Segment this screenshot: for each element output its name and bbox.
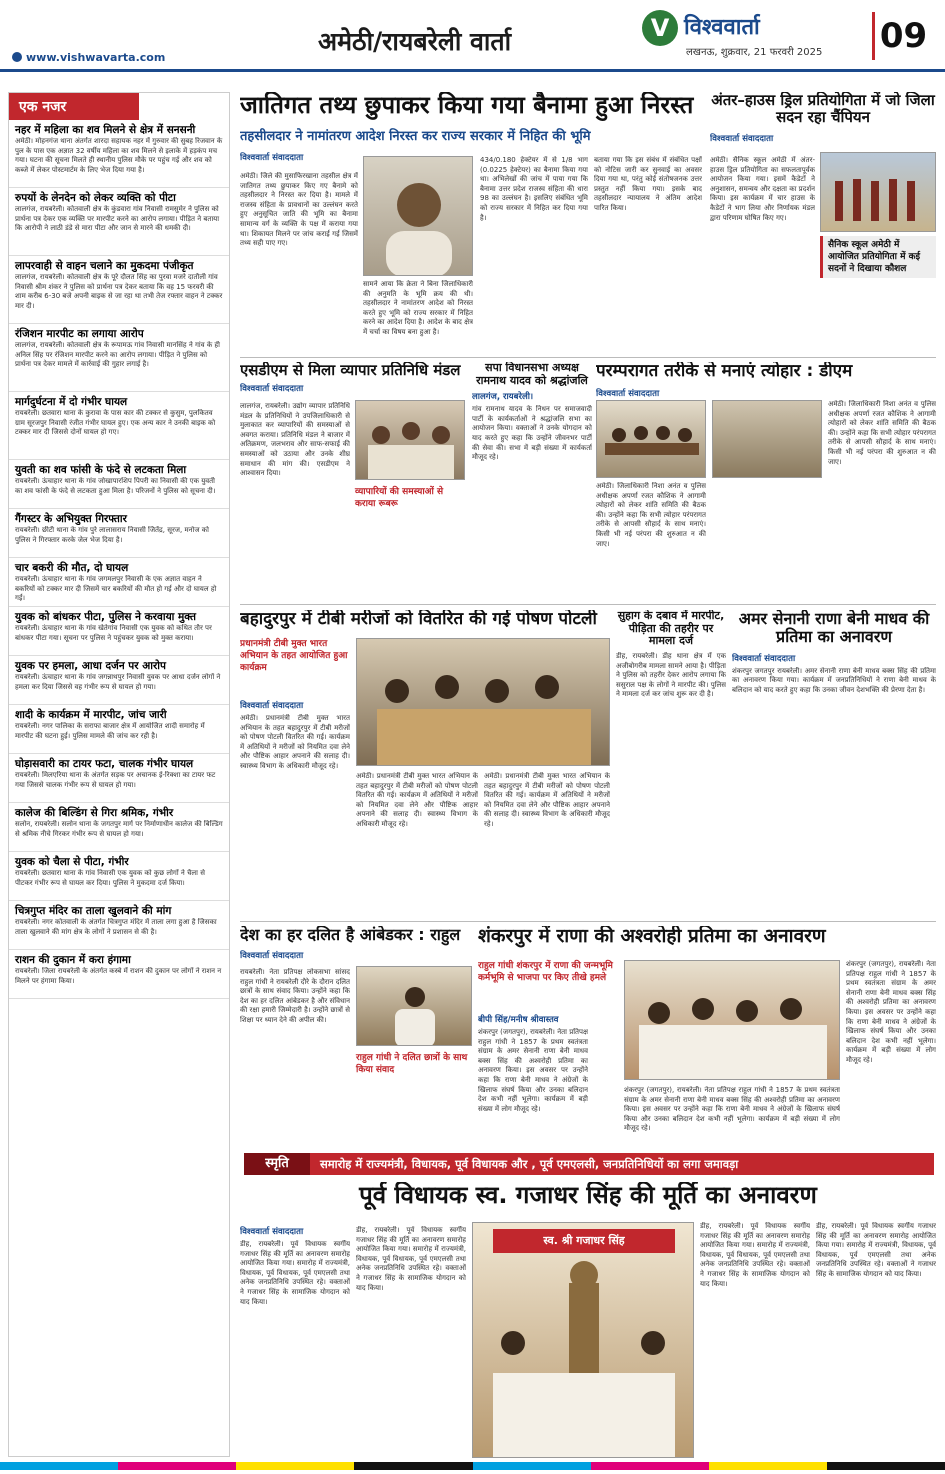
lead-headline: जातिगत तथ्य छुपाकर किया गया बैनामा हुआ निरस्त	[240, 92, 694, 119]
statue-body-col1: डीह, रायबरेली। पूर्व विधायक स्वर्गीय गजाधर सिंह की मूर्ति का अनावरण समारोह आयोजित किया गया। समारोह में राज्यमंत्री, विधायक, पूर्व विधायक, पूर्व एमएलसी तथा अनेक जनप्रतिनिधि उपस्थित रहे। वक्ताओं ने गजाधर सिंह के सामाजिक योगदान को याद किया।	[240, 1240, 350, 1306]
color-swatch	[118, 1462, 236, 1470]
brand-logo-icon: V	[642, 10, 678, 46]
cadets-parade-icon	[821, 153, 936, 232]
news-brief	[9, 607, 229, 656]
statue-body-col2: डीह, रायबरेली। पूर्व विधायक स्वर्गीय गजाधर सिंह की मूर्ति का अनावरण समारोह आयोजित किया गया। समारोह में राज्यमंत्री, विधायक, पूर्व विधायक, पूर्व एमएलसी तथा अनेक जनप्रतिनिधि उपस्थित रहे। वक्ताओं ने गजाधर सिंह के सामाजिक योगदान को याद किया।	[356, 1226, 466, 1292]
color-swatch	[354, 1462, 472, 1470]
rana-story	[732, 610, 936, 917]
color-swatch	[0, 1462, 118, 1470]
tb-quote: प्रधानमंत्री टीबी मुक्त भारत अभियान के तहत आयोजित हुआ कार्यक्रम	[240, 639, 348, 673]
statue-story	[240, 1182, 936, 1458]
smriti-band	[244, 1153, 934, 1175]
divider	[240, 921, 936, 922]
lead-body-col2: सामने आया कि क्रेता ने बिना जिलाधिकारी की अनुमति के भूमि क्रय की थी। तहसीलदार ने नामांतरण आदेश को निरस्त करते हुए भूमि को राज्य सरकार में निहित करने का आदेश दिया है। आदेश के बाद क्षेत्र में चर्चा का विषय बना हुआ है।	[363, 280, 473, 336]
color-swatch	[827, 1462, 945, 1470]
brief-title: रुपयों के लेनदेन को लेकर व्यक्ति को पीटा	[15, 192, 176, 204]
brief-text: रायबरेली। छीटी थाना के गांव पुरे लालासराय निवासी जितेंद्र, सूरज, मनोज को पुलिस ने गिरफ्तार करके जेल भेज दिया है।	[15, 526, 209, 544]
tb-body-col3: अमेठी। प्रधानमंत्री टीबी मुक्त भारत अभियान के तहत बहादुरपुर में टीबी मरीजों को पोषण पोटली वितरित की गई। कार्यक्रम में अतिथियों ने मरीजों को नियमित दवा लेने और पौष्टिक आहार अपनाने की सलाह दी। स्वास्थ्य विभाग के अधिकारी मौजूद रहे।	[484, 772, 610, 828]
brief-text: रायबरेली। नगर कोतवाली के अंतर्गत चित्रगुप्त मंदिर में ताला लगा हुआ है जिसका ताला खुलवाने की मांग क्षेत्र के लोगों ने प्रशासन से की है।	[15, 918, 217, 936]
smriti-text: समारोह में राज्यमंत्री, विधायक, पूर्व विधायक और , पूर्व एमएलसी, जनप्रतिनिधियों का लगा जमावड़ा	[320, 1157, 739, 1171]
lead-body-col3: 434/0.180 हेक्टेयर में से 1/8 भाग (0.0225 हेक्टेयर) का बैनामा किया गया था। अभिलेखों की जांच में पाया गया कि बैनामा उत्तर प्रदेश राजस्व संहिता की धारा 98 का उल्लंघन है। इसलिए संबंधित भूमि को राज्य सरकार में निहित कर दिया गया है।	[480, 156, 588, 222]
lead-story	[240, 92, 703, 354]
traders-story	[240, 362, 465, 600]
tb-photo	[356, 638, 610, 766]
shankarpur-byline: बीपी सिंह/मनीष श्रीवास्तव	[478, 1015, 559, 1025]
festival-headline: परम्परागत तरीके से मनाएं त्योहार : डीएम	[596, 362, 853, 381]
website-text: www.vishwavarta.com	[26, 51, 166, 64]
peace-committee-meeting-icon	[597, 401, 706, 478]
dowry-headline: सुहाग के दबाव में मारपीट, पीड़िता की तहरीर पर मामला दर्ज	[617, 610, 725, 648]
crowd-ceremony-icon	[625, 961, 840, 1080]
divider	[240, 357, 936, 358]
traders-body: लालगंज, रायबरेली। उद्योग व्यापार प्रतिनिधि मंडल के प्रतिनिधियों ने उपजिलाधिकारी से मुलाकात कर व्यापारियों की समस्याओं से अवगत कराया। प्रतिनिधि मंडल ने बाजार में अतिक्रमण, जलभराव और साफ-सफाई की समस्याओं को उठाया और उनके शीघ्र समाधान की मांग की। एसडीएम ने आश्वासन दिया।	[240, 402, 350, 478]
drill-caption: सैनिक स्कूल अमेठी में आयोजित प्रतियोगिता में कई सदनों ने दिखाया कौशल	[820, 236, 936, 278]
traders-byline: विश्ववार्ता संवाददाता	[240, 384, 304, 395]
shankarpur-quote: राहुल गांधी शंकरपुर में राणा की जन्मभूमि कर्मभूमि से भाजपा पर किए तीखे हमले	[478, 961, 613, 983]
dowry-story	[616, 610, 726, 917]
news-brief	[9, 392, 229, 460]
brief-title: लापरवाही से वाहन चलाने का मुकदमा पंजीकृत	[15, 260, 194, 272]
rail-tag: एक नजर	[9, 93, 139, 120]
brief-title: घोड़ासवारी का टायर फटा, चालक गंभीर घायल	[15, 758, 194, 770]
news-brief	[9, 950, 229, 999]
shankarpur-body-col3: शंकरपुर (जगतपुर), रायबरेली। नेता प्रतिपक्ष राहुल गांधी ने 1857 के प्रथम स्वतंत्रता संग्राम के अमर सेनानी राणा बेनी माधव बक्स सिंह की अश्वरोही प्रतिमा का अनावरण किया। इस अवसर पर उन्होंने कहा कि राणा बेनी माधव ने अंग्रेजों के खिलाफ संघर्ष किया और उनका बलिदान देश कभी नहीं भूलेगा। कार्यक्रम में बड़ी संख्या में लोग मौजूद रहे।	[846, 960, 936, 1064]
tribute-story	[472, 362, 592, 600]
section-title: अमेठी/रायबरेली वार्ता	[318, 27, 512, 56]
brief-title: युवक पर हमला, आधा दर्जन पर आरोप	[15, 660, 166, 672]
interaction-icon	[357, 967, 472, 1046]
brief-title: चित्रगुप्त मंदिर का ताला खुलवाने की मांग	[15, 905, 172, 917]
brief-text: सलोन, रायबरेली। सलोन थाना के जगतपुर मार्ग पर निर्माणाधीन कालेज की बिल्डिंग से श्रमिक नीचे गिरकर गंभीर रूप से घायल हो गया।	[15, 820, 223, 838]
news-briefs-rail	[8, 92, 230, 1457]
brief-text: रायबरेली। नगर पालिका के सराफा बाजार क्षेत्र में आयोजित शादी समारोह में मारपीट की घटना हुई। पुलिस मामले की जांच कर रही है।	[15, 722, 205, 740]
brief-title: युवक को चैला से पीटा, गंभीर	[15, 856, 129, 868]
brand-name: विश्ववार्ता	[684, 15, 760, 40]
brief-text: रायबरेली। ऊंचाहार थाना के गांव जगन्नाथपुर निवासी युवक पर आधा दर्जन लोगों ने हमला कर दिया जिससे वह गंभीर रूप से घायल हो गया।	[15, 673, 221, 691]
shankarpur-body: शंकरपुर (जगतपुर), रायबरेली। नेता प्रतिपक्ष राहुल गांधी ने 1857 के प्रथम स्वतंत्रता संग्राम के अमर सेनानी राणा बेनी माधव बक्स सिंह की अश्वरोही प्रतिमा का अनावरण किया। इस अवसर पर उन्होंने कहा कि राणा बेनी माधव ने अंग्रेजों के खिलाफ संघर्ष किया और उनका बलिदान देश कभी नहीं भूलेगा। कार्यक्रम में बड़ी संख्या में लोग मौजूद रहे।	[478, 1028, 588, 1113]
dalit-body: रायबरेली। नेता प्रतिपक्ष लोकसभा सांसद राहुल गांधी ने रायबरेली दौरे के दौरान दलित छात्रों के साथ संवाद किया। उन्होंने कहा कि देश का हर दलित आंबेडकर है और संविधान की रक्षा हमारी जिम्मेदारी है। उन्होंने छात्रों से शिक्षा पर ध्यान देने की अपील की।	[240, 968, 350, 1024]
news-brief	[9, 705, 229, 754]
group-meeting-icon	[356, 401, 465, 480]
news-brief	[9, 803, 229, 852]
brief-text: रायबरेली। ऊंचाहार थाना के गांव जगमलपुर निवासी के एक अज्ञात वाहन ने बकरियों को टक्कर मार दी जिसमें चार बकरियों की मौत हो गई और दो घायल हो गईं।	[15, 575, 217, 603]
brief-text: अमेठी। मोहनगंज थाना अंतर्गत शारदा सहायक नहर में गुरुवार की सुबह रिजवान के पुल के पास एक अज्ञात 32 वर्षीय महिला का शव मिलने से इलाके में हड़कंप मच गया। घटना की सूचना मिलते ही स्थानीय पुलिस मौके पर पहुंच गई और शव को कब्जे में लेकर पोस्टमार्टम के लिए भेज दिया गया है।	[15, 137, 223, 174]
brief-title: शादी के कार्यक्रम में मारपीट, जांच जारी	[15, 709, 167, 721]
masthead	[0, 0, 945, 72]
shankarpur-headline: शंकरपुर में राणा की अश्वरोही प्रतिमा का अनावरण	[478, 926, 826, 947]
dalit-headline: देश का हर दलित है आंबेडकर : राहुल	[240, 926, 461, 944]
tribute-body: गांव रामनाथ यादव के निधन पर समाजवादी पार्टी के कार्यकर्ताओं ने श्रद्धांजलि सभा का आयोजन किया। वक्ताओं ने उनके योगदान को याद करते हुए कहा कि उन्होंने जीवनभर पार्टी की सेवा की। सभा में बड़ी संख्या में कार्यकर्ता मौजूद रहे।	[472, 405, 592, 462]
tb-body-col2: अमेठी। प्रधानमंत्री टीबी मुक्त भारत अभियान के तहत बहादुरपुर में टीबी मरीजों को पोषण पोटली वितरित की गई। कार्यक्रम में अतिथियों ने मरीजों को नियमित दवा लेने और पौष्टिक आहार अपनाने की सलाह दी। स्वास्थ्य विभाग के अधिकारी मौजूद रहे।	[356, 772, 478, 828]
festival-photo	[596, 400, 706, 478]
brief-text: रायबरेली। छतवारा थाना के गांव निवासी एक युवक को कुछ लोगों ने चैला से पीटकर गंभीर रूप से घायल कर दिया। पुलिस ने मुकदमा दर्ज किया।	[15, 869, 205, 887]
news-brief	[9, 852, 229, 901]
dalit-photo	[356, 966, 472, 1046]
brief-title: चार बकरी की मौत, दो घायल	[15, 562, 129, 574]
tb-headline: बहादुरपुर में टीबी मरीजों को वितरित की गई पोषण पोटली	[240, 610, 597, 629]
tb-story	[240, 610, 610, 917]
color-swatch	[473, 1462, 591, 1470]
lead-byline: विश्ववार्ता संवाददाता	[240, 152, 304, 163]
smriti-tag: स्मृति	[244, 1153, 310, 1175]
traders-headline: एसडीएम से मिला व्यापार प्रतिनिधि मंडल	[240, 362, 461, 379]
news-brief	[9, 509, 229, 558]
news-brief	[9, 558, 229, 607]
festival-byline: विश्ववार्ता संवाददाता	[596, 388, 660, 399]
color-registration-bar	[0, 1462, 945, 1470]
dalit-story	[240, 926, 472, 1148]
color-swatch	[591, 1462, 709, 1470]
statue-byline: विश्ववार्ता संवाददाता	[240, 1227, 304, 1237]
drill-story	[710, 92, 936, 354]
dowry-body: डीह, रायबरेली। डीह थाना क्षेत्र में एक अजीबोगरीब मामला सामने आया है। पीड़िता ने पुलिस को तहरीर देकर आरोप लगाया कि ससुराल पक्ष के लोगों ने मारपीट की। पुलिस ने मामला दर्ज कर जांच शुरू कर दी है।	[616, 651, 726, 699]
shankarpur-body-col2: शंकरपुर (जगतपुर), रायबरेली। नेता प्रतिपक्ष राहुल गांधी ने 1857 के प्रथम स्वतंत्रता संग्राम के अमर सेनानी राणा बेनी माधव बक्स सिंह की अश्वरोही प्रतिमा का अनावरण किया। इस अवसर पर उन्होंने कहा कि राणा बेनी माधव ने अंग्रेजों के खिलाफ संघर्ष किया और उनका बलिदान देश कभी नहीं भूलेगा। कार्यक्रम में बड़ी संख्या में लोग मौजूद रहे।	[624, 1086, 840, 1133]
statue-body-col4: डीह, रायबरेली। पूर्व विधायक स्वर्गीय गजाधर सिंह की मूर्ति का अनावरण समारोह आयोजित किया गया। समारोह में राज्यमंत्री, विधायक, पूर्व विधायक, पूर्व एमएलसी तथा अनेक जनप्रतिनिधि उपस्थित रहे। वक्ताओं ने गजाधर सिंह के सामाजिक योगदान को याद किया।	[816, 1222, 936, 1278]
rana-byline: विश्ववार्ता संवाददाता	[732, 653, 796, 664]
lead-body-col1: अमेठी। जिले की मुसाफिरखाना तहसील क्षेत्र में जातिगत तथ्य छुपाकर किए गए बैनामे को तहसीलदार ने निरस्त कर दिया है। मामले में राजस्व संहिता के प्रावधानों का उल्लंघन करते हुए अनुसूचित जाति की भूमि का बैनामा सामान्य वर्ग के व्यक्ति के पक्ष में कराया गया था। शिकायत मिलने पर जांच कराई गई जिसमें तथ्य सही पाए गए।	[240, 172, 358, 248]
news-brief	[9, 120, 229, 188]
news-brief	[9, 901, 229, 950]
statue-headline: पूर्व विधायक स्व. गजाधर सिंह की मूर्ति का अनावरण	[359, 1182, 817, 1209]
brief-text: लालगंज, रायबरेली। कोतवाली क्षेत्र के कुंडवारा गांव निवासी रामसुमेर ने पुलिस को प्रार्थना पत्र देकर एक व्यक्ति पर मारपीट करने का आरोप लगाया। पीड़ित ने बताया कि आरोपी ने लाठी डंडे से मारा पीटा और जान से मारने की धमकी दी।	[15, 205, 220, 233]
lead-body-col4: बताया गया कि इस संबंध में संबंधित पक्षों को नोटिस जारी कर सुनवाई का अवसर दिया गया था, परंतु कोई संतोषजनक उत्तर प्रस्तुत नहीं किया गया। इसके बाद तहसीलदार न्यायालय ने अंतिम आदेश पारित किया।	[594, 156, 702, 212]
shankarpur-photo	[624, 960, 840, 1080]
tribute-byline: लालगंज, रायबरेली।	[472, 392, 534, 403]
festival-body-a: अमेठी। जिलाधिकारी निशा अनंत व पुलिस अधीक्षक अपर्णा रजत कौशिक ने आगामी त्योहारों को लेकर शांति समिति की बैठक की। उन्होंने कहा कि सभी त्योहार परंपरागत तरीके से आपसी सौहार्द के साथ मनाएं। किसी भी नई परंपरा की शुरुआत न की जाए।	[596, 482, 706, 548]
traders-caption: व्यापारियों की समस्याओं से कराया रूबरू	[355, 487, 444, 509]
news-brief	[9, 324, 229, 392]
brief-text: रायबरेली। ऊंचाहार थाना के गांव खेतेगांव निवासी एक युवक को कथित तौर पर बांधकर पीटा गया। सूचना पर पुलिस ने पहुंचकर युवक को मुक्त कराया।	[15, 624, 212, 642]
brief-title: कालेज की बिल्डिंग से गिरा श्रमिक, गंभीर	[15, 807, 174, 819]
news-brief	[9, 256, 229, 324]
tb-byline: विश्ववार्ता संवाददाता	[240, 701, 304, 711]
person-portrait-icon	[364, 157, 473, 276]
brief-text: रायबरेली। छतवारा थाना के कुरावा के पास कार की टक्कर से कुसुम, पुलकितव ग्राम सूरजपुर निवासी रंजीत गंभीर घायल हुए। एक अन्य कार ने उनकी बाइक को टक्कर मार दी जिससे दोनों घायल हो गए।	[15, 409, 216, 437]
lead-dek: तहसीलदार ने नामांतरण आदेश निरस्त कर राज्य सरकार में निहित की भूमि	[240, 128, 591, 144]
drill-body: अमेठी। सैनिक स्कूल अमेठी में अंतर-हाउस ड्रिल प्रतियोगिता का सफलतापूर्वक आयोजन किया गया। इसमें कैडेटों ने अनुशासन, समन्वय और दक्षता का प्रदर्शन किया। इस कार्यक्रम में चार हाउस के कैडेटों ने भाग लिया और निर्णायक मंडल द्वारा परिणाम घोषित किए गए।	[710, 156, 815, 222]
brief-title: गैंगस्टर के अभियुक्त गिरफ्तार	[15, 513, 127, 525]
brief-text: रायबरेली। जिला रायबरेली के अंतर्गत कस्बे में राशन की दुकान पर लोगों ने राशन न मिलने पर हंगामा किया।	[15, 967, 222, 985]
lead-photo	[363, 156, 473, 276]
news-brief	[9, 460, 229, 509]
news-brief	[9, 188, 229, 256]
rana-headline: अमर सेनानी राणा बेनी माधव की प्रतिमा का अनावरण	[738, 610, 930, 647]
brief-text: लालगंज, रायबरेली। कोतवाली क्षेत्र के रूपामऊ गांव निवासी मानसिंह ने गांव के ही अनिल सिंह पर रंजिशन मारपीट करने का आरोप लगाया। पीड़ित ने पुलिस को प्रार्थना पत्र देकर मामले में कार्रवाई की गुहार लगाई है।	[15, 341, 220, 369]
dalit-quote: राहुल गांधी ने दलित छात्रों के साथ किया संवाद	[356, 1053, 468, 1075]
page-number: 09	[872, 12, 932, 60]
brief-title: युवती का शव फांसी के फंदे से लटकता मिला	[15, 464, 187, 476]
statue-photo	[472, 1222, 694, 1458]
website[interactable]	[12, 51, 165, 64]
brief-title: मार्गदुर्घटना में दो गंभीर घायल	[15, 396, 128, 408]
festival-photo-2	[712, 400, 822, 478]
festival-story	[596, 362, 936, 600]
brief-title: राशन की दुकान में करा हंगामा	[15, 954, 131, 966]
tb-body: अमेठी। प्रधानमंत्री टीबी मुक्त भारत अभियान के तहत बहादुरपुर में टीबी मरीजों को पोषण पोटली वितरित की गई। कार्यक्रम में अतिथियों ने मरीजों को नियमित दवा लेने और पौष्टिक आहार अपनाने की सलाह दी। स्वास्थ्य विभाग के अधिकारी मौजूद रहे।	[240, 714, 350, 770]
news-brief	[9, 754, 229, 803]
nutrition-kit-distribution-icon	[357, 639, 610, 766]
drill-headline: अंतर–हाउस ड्रिल प्रतियोगिता में जो जिला सदन रहा चैंपियन	[711, 92, 935, 127]
brief-title: नहर में महिला का शव मिलने से क्षेत्र में सनसनी	[15, 124, 196, 136]
shankarpur-story	[478, 926, 936, 1148]
drill-byline: विश्ववार्ता संवाददाता	[710, 133, 774, 144]
brief-text: रायबरेली। मिलएरिया थाना के अंतर्गत सड़क पर अचानक ई-रिक्शा का टायर फट गया जिससे चालक गंभीर रूप से घायल हो गया।	[15, 771, 216, 789]
statue-body-col3: डीह, रायबरेली। पूर्व विधायक स्वर्गीय गजाधर सिंह की मूर्ति का अनावरण समारोह आयोजित किया गया। समारोह में राज्यमंत्री, विधायक, पूर्व विधायक, पूर्व एमएलसी तथा अनेक जनप्रतिनिधि उपस्थित रहे। वक्ताओं ने गजाधर सिंह के सामाजिक योगदान को याद किया।	[700, 1222, 810, 1288]
brief-text: लालगंज, रायबरेली। कोतवाली क्षेत्र के पूरे दौलत सिंह का पुरवा मजरे दातौली गांव निवासी श्रीम शंकर ने पुलिस को प्रार्थना पत्र देकर बताया कि वह 15 फरवरी की शाम करीब 6-30 बजे अपनी बाइक से जा रहा था तभी तेज रफ्तार वाहन ने टक्कर मार दी।	[15, 273, 223, 310]
brief-title: रंजिशन मारपीट का लगाया आरोप	[15, 328, 144, 340]
globe-icon	[12, 52, 22, 62]
statue-unveiling-icon	[473, 1223, 694, 1458]
divider	[240, 604, 936, 605]
color-swatch	[236, 1462, 354, 1470]
news-brief	[9, 656, 229, 705]
rana-body: शंकरपुर जगतपुर रायबरेली। अमर सेनानी राणा बेनी माधव बक्स सिंह की प्रतिमा का अनावरण किया गया। कार्यक्रम में जनप्रतिनिधियों ने राणा बेनी माधव के बलिदान को याद करते हुए कहा कि उनका जीवन देशभक्ति की प्रेरणा देता है।	[732, 666, 936, 694]
tribute-headline: सपा विधानसभा अध्यक्ष रामनाथ यादव को श्रद्धांजलि	[476, 362, 588, 387]
brief-title: युवक को बांधकर पीटा, पुलिस ने करवाया मुक्त	[15, 611, 196, 623]
color-swatch	[709, 1462, 827, 1470]
dalit-byline: विश्ववार्ता संवाददाता	[240, 951, 304, 962]
festival-body-b: अमेठी। जिलाधिकारी निशा अनंत व पुलिस अधीक्षक अपर्णा रजत कौशिक ने आगामी त्योहारों को लेकर शांति समिति की बैठक की। उन्होंने कहा कि सभी त्योहार परंपरागत तरीके से आपसी सौहार्द के साथ मनाएं। किसी भी नई परंपरा की शुरुआत न की जाए।	[828, 400, 936, 466]
statue-banner: स्व. श्री गजाधर सिंह	[493, 1229, 675, 1253]
drill-photo	[820, 152, 936, 232]
dateline: लखनऊ, शुक्रवार, 21 फरवरी 2025	[686, 47, 823, 58]
brief-text: रायबरेली। ऊंचाहार थाना के गांव जोखापारशिप पिपरी का निवासी की एक युवती का शव फांसी के फंदे से लटकता हुआ मिला है। परिजनों ने पुलिस को सूचना दी।	[15, 477, 216, 495]
traders-photo	[355, 400, 465, 480]
